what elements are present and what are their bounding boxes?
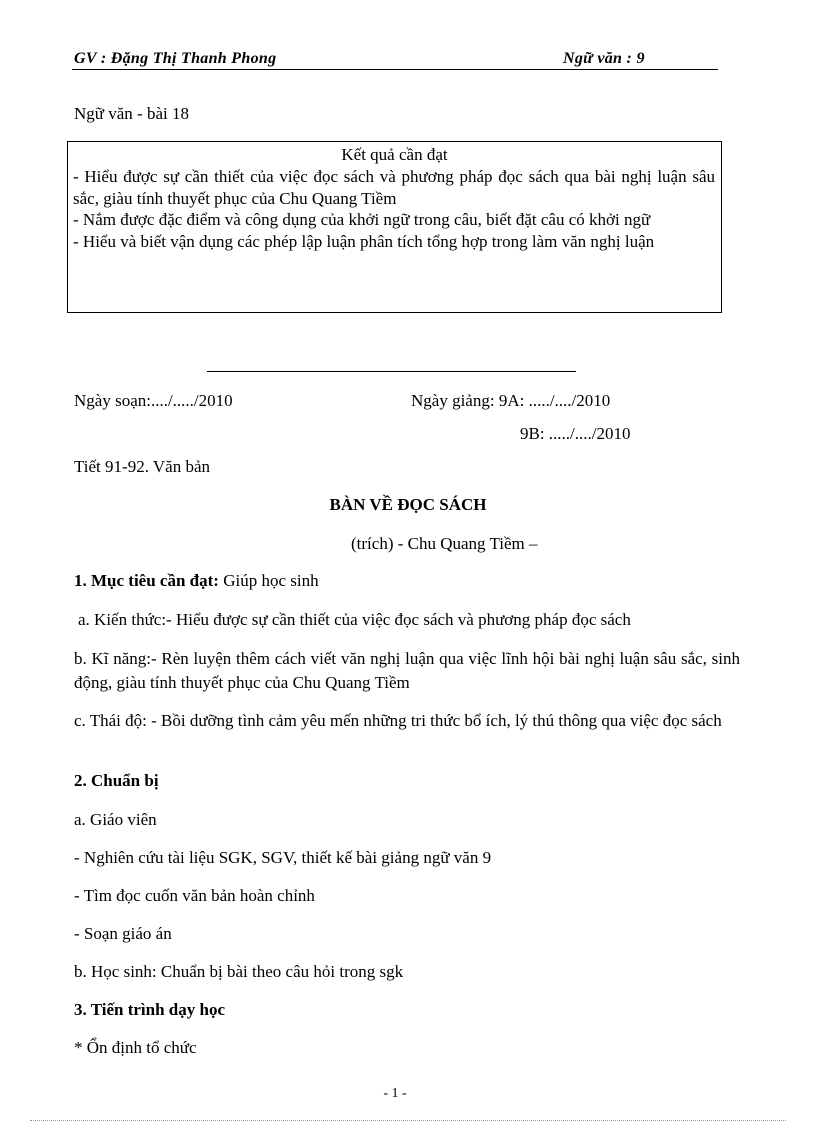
objective-knowledge: a. Kiến thức:- Hiểu được sự cần thiết của việc đọc sách và phương pháp đọc sách bbox=[78, 610, 631, 629]
section1-heading-bold: 1. Mục tiêu cần đạt: bbox=[74, 571, 219, 590]
taught-date-9a: Ngày giảng: 9A: ...../..../2010 bbox=[411, 391, 611, 410]
section3-item: * Ổn định tổ chức bbox=[74, 1038, 197, 1057]
lesson-label: Ngữ văn - bài 18 bbox=[74, 104, 189, 123]
section2-heading: 2. Chuẩn bị bbox=[74, 771, 159, 790]
header-subject: Ngữ văn : 9 bbox=[563, 50, 645, 67]
section1-heading-rest: Giúp học sinh bbox=[218, 571, 319, 590]
document-title: BÀN VỀ ĐỌC SÁCH bbox=[329, 495, 487, 514]
header-teacher: GV : Đặng Thị Thanh Phong bbox=[74, 50, 277, 67]
prepared-date: Ngày soạn:..../...../2010 bbox=[74, 391, 233, 410]
teacher-prep-heading: a. Giáo viên bbox=[74, 810, 157, 829]
taught-date-9b: 9B: ...../..../2010 bbox=[520, 424, 631, 443]
outcomes-list bbox=[73, 166, 715, 252]
document-subtitle: (trích) - Chu Quang Tiềm – bbox=[351, 534, 538, 553]
outcomes-box bbox=[67, 141, 722, 313]
outcomes-title: Kết quả cần đạt bbox=[341, 145, 448, 164]
objective-skills: b. Kĩ năng:- Rèn luyện thêm cách viết văn nghị luận qua việc lĩnh hội bài nghị luận sâu sắc, sinh động, giàu tính thuyết phục của Chu Quang Tiềm bbox=[74, 649, 740, 692]
student-prep: b. Học sinh: Chuẩn bị bài theo câu hỏi trong sgk bbox=[74, 962, 404, 981]
footer-rule bbox=[30, 1120, 786, 1121]
teacher-prep-item: - Soạn giáo án bbox=[74, 924, 172, 943]
header-rule bbox=[72, 69, 718, 70]
separator-line bbox=[207, 371, 576, 372]
objective-attitude: c. Thái độ: - Bồi dưỡng tình cảm yêu mến những tri thức bổ ích, lý thú thông qua việc đọc sách bbox=[74, 711, 722, 730]
period-label: Tiết 91-92. Văn bản bbox=[74, 457, 210, 476]
teacher-prep-item: - Nghiên cứu tài liệu SGK, SGV, thiết kế bài giảng ngữ văn 9 bbox=[74, 848, 492, 867]
page-number: - 1 - bbox=[383, 1086, 407, 1101]
outcome-item: - Nắm được đặc điểm và công dụng của khởi ngữ trong câu, biết đặt câu có khởi ngữ bbox=[73, 210, 651, 229]
outcome-item: - Hiểu được sự cần thiết của việc đọc sách và phương pháp đọc sách qua bài nghị luận sâu sắc, giàu tính thuyết phục của Chu Quang Tiềm bbox=[73, 167, 715, 208]
teacher-prep-item: - Tìm đọc cuốn văn bản hoàn chỉnh bbox=[74, 886, 315, 905]
section1-heading bbox=[74, 571, 319, 591]
outcome-item: - Hiểu và biết vận dụng các phép lập luận phân tích tổng hợp trong làm văn nghị luận bbox=[73, 231, 655, 251]
section3-heading: 3. Tiến trình dạy học bbox=[74, 1000, 225, 1019]
